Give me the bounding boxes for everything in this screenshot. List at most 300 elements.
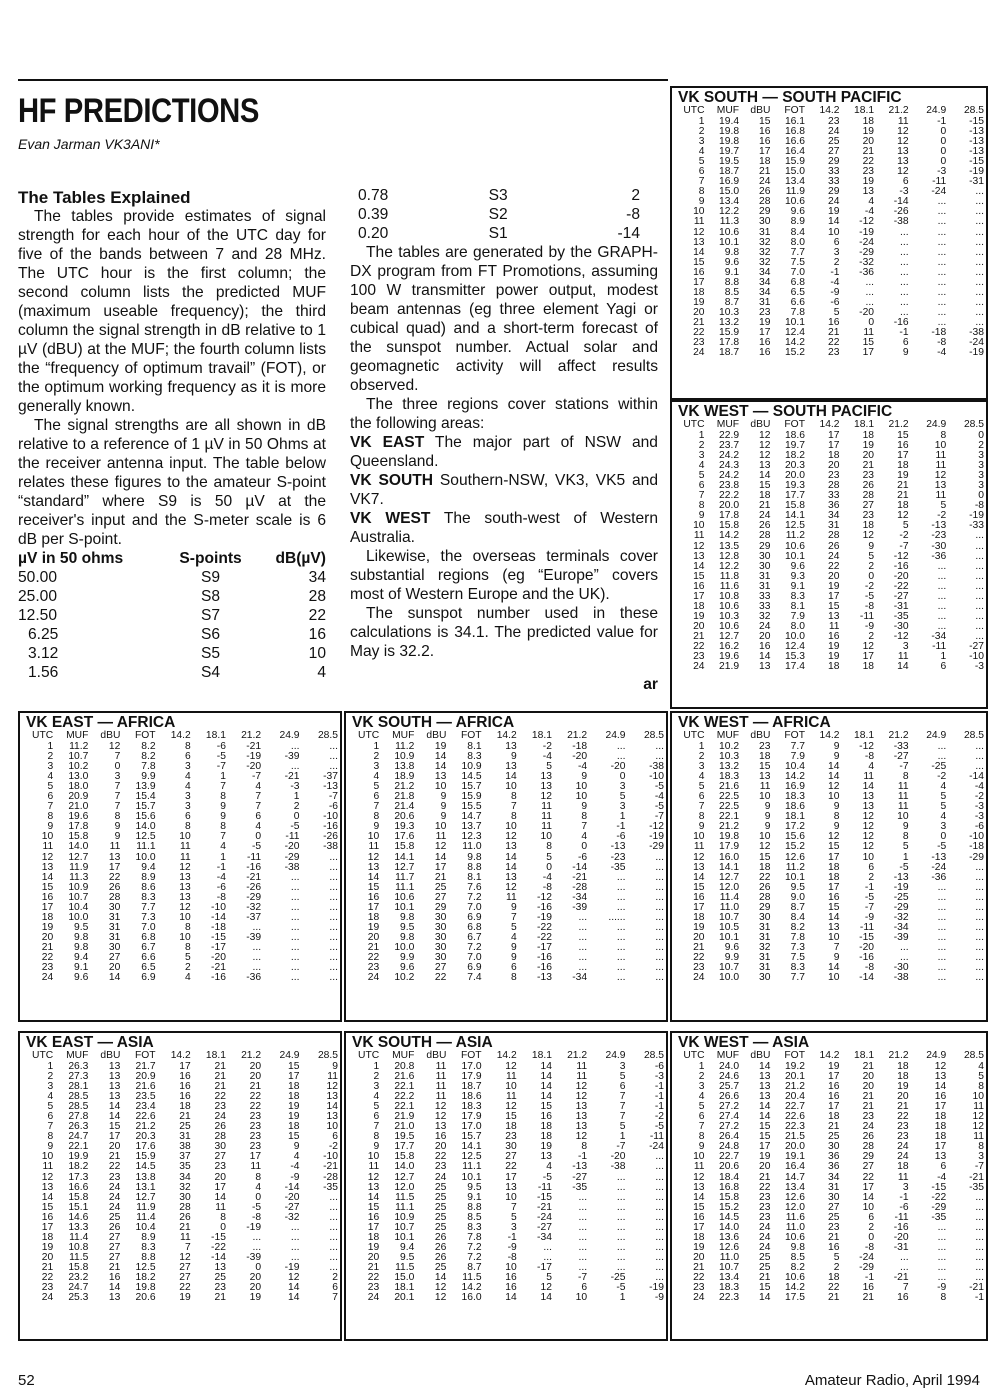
table-cell: 14.0 [719, 1222, 740, 1233]
table-cell: -35 [969, 1182, 984, 1193]
table-cell: 9 [114, 832, 121, 843]
table-cell: 19 [367, 1242, 380, 1253]
table-cell: -1 [937, 117, 947, 127]
table-row [20, 1162, 340, 1172]
table-cell: 2 [833, 257, 840, 268]
table-cell: 1 [619, 1132, 626, 1143]
table-cell: -5 [616, 1283, 626, 1294]
table-cell: 18.9 [394, 772, 415, 783]
table-cell: 7 [220, 782, 226, 793]
table-cell: -34 [572, 973, 588, 984]
table-cell: 12 [434, 1102, 447, 1113]
table-cell: 20.9 [68, 792, 89, 803]
table-cell: 11 [693, 842, 705, 853]
table-cell: ... [899, 1262, 909, 1273]
table-row [20, 1243, 340, 1253]
table-cell: 14 [108, 973, 121, 984]
table-cell: 8.1 [790, 601, 805, 612]
table-cell: 5 [868, 551, 875, 562]
table-row [346, 1293, 666, 1303]
table-cell: 21 [828, 1232, 840, 1243]
table-cell: 7 [698, 1122, 705, 1133]
table-cell: ... [252, 952, 262, 963]
table-cell: ... [937, 601, 947, 612]
table-cell: -28 [572, 882, 588, 893]
table-cell: 14 [434, 752, 447, 763]
table-cell: 6 [332, 1132, 338, 1143]
table-cell: 22.3 [719, 1293, 740, 1304]
table-cell: ... [616, 1192, 626, 1203]
table-cell: 11.9 [785, 187, 805, 198]
table-cell: 10.1 [784, 317, 805, 328]
table-cell: 17 [828, 1102, 840, 1113]
table-cell: 24 [367, 973, 380, 984]
table-cell: 20.0 [784, 1142, 805, 1153]
table-row [346, 1203, 666, 1213]
table-cell: 21.4 [394, 802, 415, 813]
table-cell: 18 [288, 1082, 300, 1093]
table-cell: 5 [833, 307, 840, 318]
table-row [672, 1092, 986, 1102]
table-cell: 1 [293, 792, 300, 803]
column-header: 18.1 [531, 1050, 552, 1062]
table-cell: ... [975, 581, 984, 592]
table-cell: 23 [758, 742, 771, 752]
table-cell: 29 [758, 207, 771, 218]
table-cell: ... [899, 287, 909, 298]
table-cell: 19 [41, 922, 54, 933]
table-cell: -4 [654, 792, 664, 803]
table-cell: 13 [862, 802, 875, 813]
table-cell: 14 [434, 762, 447, 773]
table-cell: 9.1 [74, 963, 89, 974]
table-row [672, 481, 986, 491]
table-cell: -2 [937, 772, 947, 783]
table-cell: ... [578, 963, 588, 974]
table-cell: 12.7 [719, 872, 740, 883]
table-cell: ... [937, 892, 947, 903]
table-cell: ... [616, 1202, 626, 1213]
table-cell: -5 [654, 1122, 664, 1133]
table-cell: 17 [828, 882, 840, 893]
table-row [672, 572, 986, 582]
table-row [672, 238, 986, 248]
table-cell: -24 [931, 187, 947, 198]
table-cell: 17.7 [394, 1142, 415, 1153]
table-row [672, 1213, 986, 1223]
table-cell: 8 [511, 792, 517, 803]
table-cell: 7 [373, 802, 380, 813]
table-row [346, 903, 666, 913]
table-cell: -21 [246, 742, 262, 752]
table-cell: 26 [758, 882, 771, 893]
table-cell: 31 [108, 912, 121, 923]
spoint-cell: 22 [308, 607, 326, 624]
table-cell: 10.1 [719, 237, 740, 248]
table-cell: -7 [616, 1142, 626, 1153]
table-cell: 17 [758, 147, 771, 158]
table-row [672, 883, 986, 893]
table-cell: 25 [434, 1182, 447, 1193]
table-cell: ... [329, 892, 338, 903]
table-cell: ... [578, 1242, 588, 1253]
table-cell: 15 [693, 571, 705, 582]
table-cell: 17 [693, 277, 705, 288]
table-cell: 18 [934, 1132, 947, 1143]
column-header: 24.9 [605, 730, 626, 742]
table-cell: ... [937, 952, 947, 963]
table-cell: 19 [897, 1082, 909, 1093]
table-cell: ... [937, 591, 947, 602]
table-cell: 9 [833, 752, 840, 763]
table-cell: 21 [897, 481, 909, 492]
table-row [672, 177, 986, 187]
table-cell: -5 [654, 802, 664, 813]
table-cell: 12 [862, 531, 875, 542]
table-cell: 1 [373, 742, 380, 752]
table-cell: 23 [434, 1162, 447, 1173]
table-cell: 21 [758, 167, 771, 178]
table-cell: 7.6 [467, 882, 482, 893]
top-rule [18, 79, 668, 81]
table-row [672, 1102, 986, 1112]
table-cell: 18 [828, 451, 840, 462]
column-header: FOT [460, 1050, 482, 1062]
table-row [346, 973, 666, 983]
table-cell: 8.2 [141, 742, 156, 752]
table-cell: -13 [931, 521, 947, 532]
table-cell: 10 [179, 832, 191, 843]
table-cell: 19.8 [719, 127, 740, 138]
table-cell: 22 [862, 1172, 875, 1183]
region-west-text: VK WEST The south-west of Western Australia. [350, 510, 658, 546]
table-cell: 7 [114, 752, 121, 763]
table-cell: 11.0 [462, 842, 482, 853]
table-cell: 10 [179, 912, 191, 923]
author-byline: Evan Jarman VK3ANI* [18, 136, 160, 152]
table-cell: -4 [216, 872, 226, 883]
table-cell: 12.2 [719, 561, 740, 572]
table-row [20, 943, 340, 953]
table-cell: ... [655, 932, 664, 943]
table-cell: 22 [214, 1092, 226, 1103]
table-cell: 9 [373, 822, 380, 833]
table-cell: 14.2 [784, 772, 805, 783]
table-cell: 11.3 [69, 872, 89, 883]
table-cell: ... [937, 1242, 947, 1253]
table-cell: 15.7 [461, 1132, 482, 1143]
table-cell: 18.7 [461, 1082, 482, 1093]
table-cell: 22 [249, 1102, 262, 1113]
table-cell: 10.4 [135, 1222, 156, 1233]
table-cell: 14.1 [719, 862, 740, 873]
table-cell: 25 [434, 882, 447, 893]
table-cell: 13.1 [135, 1182, 156, 1193]
table-cell: ... [937, 297, 947, 308]
table-cell: 0 [940, 157, 947, 168]
table-cell: -1 [974, 1293, 984, 1304]
table-cell: 10.9 [68, 882, 89, 893]
table-cell: 21.5 [784, 1132, 805, 1143]
table-cell: -7 [654, 812, 664, 823]
table-cell: 20.8 [394, 1062, 415, 1072]
table-cell: 10 [575, 792, 588, 803]
table-cell: 10 [367, 832, 380, 843]
table-cell: 25 [434, 1262, 447, 1273]
table-cell: 20.4 [784, 1092, 805, 1103]
table-cell: 11 [541, 812, 552, 823]
table-cell: 1 [47, 1062, 54, 1072]
table-cell: 11 [435, 1082, 447, 1093]
table-cell: 13 [540, 1152, 552, 1163]
table-cell: 15.9 [461, 792, 482, 803]
table-cell: 16 [505, 1272, 517, 1283]
table-cell: ... [975, 882, 984, 893]
table-cell: 18 [367, 912, 380, 923]
table-cell: 8.3 [467, 1222, 482, 1233]
table-cell: 19 [828, 652, 840, 663]
table-cell: ... [543, 1252, 552, 1263]
table-cell: 20 [862, 1072, 875, 1083]
table-cell: ... [655, 892, 664, 903]
table-cell: ... [655, 1222, 664, 1233]
table-cell: -4 [542, 752, 552, 763]
table-cell: 23.8 [719, 481, 740, 492]
table-cell: -6 [899, 1202, 909, 1213]
table-cell: 23 [862, 471, 875, 482]
table-cell: 8 [185, 742, 191, 752]
table-cell: ... [655, 1272, 664, 1283]
spoint-cell: S1 [488, 225, 508, 242]
table-cell: 12 [288, 1272, 300, 1283]
table-cell: 15 [693, 1202, 705, 1213]
table-cell: -32 [893, 912, 909, 923]
column-header: FOT [460, 730, 482, 742]
table-cell: 9.6 [724, 942, 740, 953]
table-cell: 13 [758, 662, 771, 673]
table-cell: 34 [828, 511, 840, 522]
table-cell: -12 [859, 742, 875, 752]
column-header: UTC [32, 730, 54, 742]
table-cell: ... [655, 872, 664, 883]
table-row [346, 1213, 666, 1223]
table-cell: 0 [255, 832, 262, 843]
table-cell: ... [899, 237, 909, 248]
table-cell: 21.7 [135, 1062, 156, 1072]
table-row [20, 933, 340, 943]
table-cell: 18 [540, 1132, 552, 1143]
table-cell: 23 [249, 1112, 262, 1123]
table-row [672, 328, 986, 338]
table-cell: ... [975, 187, 984, 198]
table-row [346, 742, 666, 752]
table-row [672, 602, 986, 612]
table-cell: ... [578, 912, 588, 923]
table-cell: 14 [693, 872, 705, 883]
table-cell: 2 [698, 127, 705, 138]
table-cell: 19.4 [719, 117, 740, 127]
table-cell: 2 [868, 872, 875, 883]
table-row [346, 1062, 666, 1072]
table-row [672, 582, 986, 592]
table-cell: 7.8 [467, 1232, 482, 1243]
table-cell: 4 [220, 842, 226, 853]
table-cell: 10.9 [394, 1212, 415, 1223]
column-header: MUF [716, 730, 740, 742]
table-cell: -11 [859, 611, 875, 622]
table-cell: ... [899, 257, 909, 268]
table-cell: -1 [616, 822, 626, 833]
table-cell: -13 [969, 127, 984, 138]
table-cell: 20 [897, 1092, 909, 1103]
table-cell: 3 [619, 782, 626, 793]
table-cell: 23 [41, 963, 54, 974]
table-cell: 10.9 [394, 752, 415, 763]
table-cell: 16.8 [784, 127, 805, 138]
table-cell: -7 [974, 1162, 984, 1173]
table-cell: 7.7 [790, 742, 805, 752]
table-cell: 21 [693, 942, 705, 953]
table-cell: 25 [434, 1222, 447, 1233]
table-row [672, 298, 986, 308]
table-row [672, 863, 986, 873]
table-row [672, 167, 986, 177]
column-header: 14.2 [819, 1050, 840, 1062]
table-cell: 9.5 [467, 1182, 482, 1193]
table-cell: 14.1 [784, 511, 805, 522]
table-row [20, 1213, 340, 1223]
table-row [20, 1122, 340, 1132]
table-cell: 29 [828, 187, 840, 198]
table-cell: 30 [758, 561, 771, 572]
table-cell: ... [578, 1212, 588, 1223]
table-row [20, 1263, 340, 1273]
table-cell: 10 [505, 782, 517, 793]
table-cell: 24 [828, 197, 840, 208]
table-cell: 14 [326, 1102, 338, 1113]
table-cell: -26 [246, 882, 262, 893]
column-header: 14.2 [496, 1050, 517, 1062]
table-cell: 8.5 [724, 287, 740, 298]
table-cell: 12.5 [784, 521, 805, 532]
table-cell: -1 [654, 1092, 664, 1103]
table-row [20, 842, 340, 852]
table-cell: 28 [862, 1142, 875, 1153]
table-cell: ... [252, 942, 262, 953]
table-cell: 6 [511, 963, 517, 974]
table-cell: 30 [108, 942, 121, 953]
table-cell: 17 [828, 852, 840, 863]
table-cell: 5 [978, 1072, 984, 1083]
table-cell: 15 [758, 1132, 771, 1143]
table-cell: 11 [897, 792, 909, 803]
table-cell: ... [975, 317, 984, 328]
table-cell: -12 [859, 217, 875, 228]
table-cell: 23 [505, 1132, 517, 1143]
table-cell: 28 [179, 1202, 191, 1213]
article-paragraph: The tables are generated by the GRAPH-DX program from FT Promotions, assuming 100 W transmitter power output, modest beam antennas (eg three element Yagi or cubical quad) and a short-term forecast of the sunspot number. Actual solar and geomagnetic activity will affect results observed. [350, 244, 658, 394]
table-cell: 9.5 [400, 922, 415, 933]
table-cell: 12 [934, 471, 947, 482]
table-cell: ... [655, 1232, 664, 1243]
column-header: 24.9 [926, 730, 947, 742]
table-row [346, 1132, 666, 1142]
table-cell: 10.7 [719, 912, 740, 923]
table-cell: 2 [698, 441, 705, 452]
table-cell: 3 [978, 461, 984, 472]
table-cell: 25 [828, 1212, 840, 1223]
table-cell: 25.3 [68, 1293, 89, 1304]
table-row [346, 762, 666, 772]
table-cell: -4 [937, 348, 947, 359]
column-header: 24.9 [926, 419, 947, 431]
table-cell: 12 [758, 431, 771, 441]
table-cell: -29 [859, 1262, 875, 1273]
table-cell: ... [329, 932, 338, 943]
table-cell: 17 [897, 451, 909, 462]
table-cell: 10.5 [719, 922, 740, 933]
table-cell: 9 [373, 1142, 380, 1153]
table-cell: 5 [619, 1072, 626, 1083]
table-cell: 9 [868, 541, 875, 552]
table-cell: 6.8 [141, 932, 156, 943]
table-cell: 23 [249, 1142, 262, 1153]
table-cell: 10 [367, 1152, 380, 1163]
table-cell: 5 [546, 762, 552, 773]
table-cell: 18.6 [784, 431, 805, 441]
table-cell: 9 [698, 197, 705, 208]
table-row [346, 752, 666, 762]
table-cell: 10.7 [68, 892, 89, 903]
table-cell: -35 [893, 611, 909, 622]
column-header: dBU [750, 1050, 771, 1062]
table-cell: 8.3 [790, 963, 805, 974]
table-row [346, 1193, 666, 1203]
table-cell: ... [655, 1262, 664, 1273]
table-cell: -14 [572, 862, 588, 873]
table-cell: 3 [698, 762, 705, 773]
table-cell: ... [937, 902, 947, 913]
table-cell: 24 [862, 1122, 875, 1133]
table-cell: 11 [435, 1062, 447, 1072]
table-cell: 22 [693, 327, 705, 338]
table-cell: 3 [619, 1062, 626, 1072]
table-cell: 7 [114, 792, 121, 803]
table-cell: 13 [934, 1152, 947, 1163]
table-cell: 9.6 [74, 973, 89, 984]
table-cell: 5 [940, 802, 947, 813]
table-cell: ... [899, 952, 909, 963]
table-cell: 30 [758, 912, 771, 923]
table-cell: -12 [893, 631, 909, 642]
table-cell: 21.0 [68, 802, 89, 813]
column-header: UTC [358, 730, 380, 742]
table-row [672, 562, 986, 572]
table-cell: 24 [108, 1192, 121, 1203]
table-cell: -19 [893, 882, 909, 893]
table-cell: ... [937, 217, 947, 228]
table-cell: 7.7 [790, 973, 805, 984]
table-cell: ... [655, 752, 664, 763]
table-cell: ... [578, 1232, 588, 1243]
column-header: MUF [716, 419, 740, 431]
table-cell: -34 [572, 892, 588, 903]
table-cell: 21 [862, 147, 875, 158]
table-cell: 14 [288, 1283, 300, 1294]
table-cell: -2 [937, 511, 947, 522]
table-cell: 25 [179, 1122, 191, 1133]
table-cell: -29 [649, 842, 664, 853]
